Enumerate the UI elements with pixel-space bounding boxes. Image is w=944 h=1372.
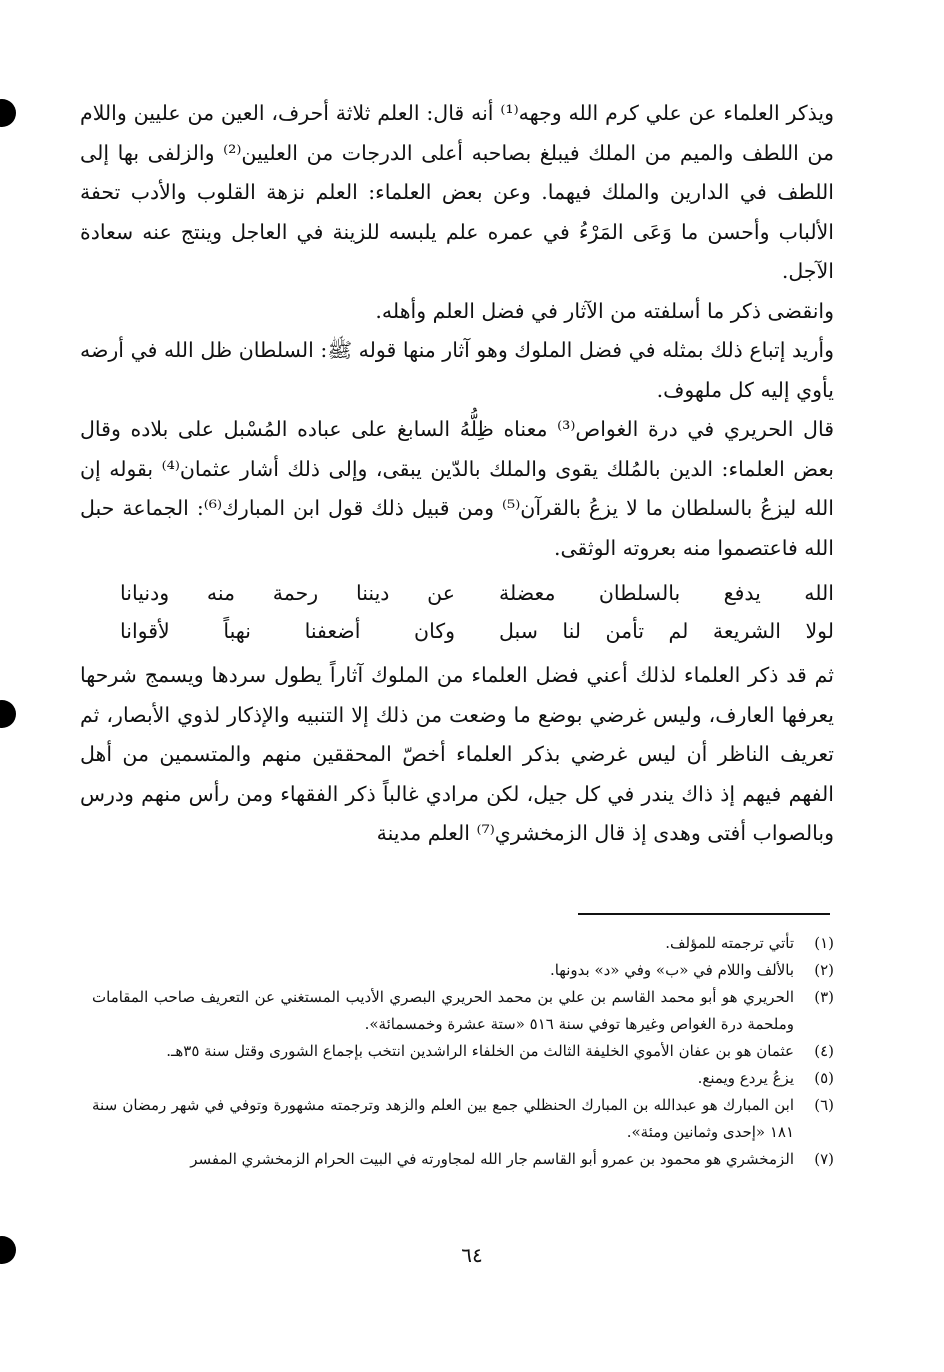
- punch-hole-middle: [0, 700, 16, 728]
- verse-1-second-hemistich: عن ديننا رحمة منه ودنيانا: [120, 581, 455, 605]
- footnote-number: (٣): [814, 988, 834, 1006]
- footnote-text: الحريري هو أبو محمد القاسم بن علي بن محمد الحريري البصري الأديب المستغني عن التعريف صاحب المقامات وملحمة درة الغواص وغيرها توفي سنة ٥١٦ «ستة عشرة وخمسمائة».: [92, 988, 794, 1033]
- footnote-number: (١): [814, 934, 834, 952]
- footnote-number: (٦): [814, 1096, 834, 1114]
- footnote-number: (٢): [814, 961, 834, 979]
- footnote-text: ابن المبارك هو عبدالله بن المبارك الحنظلي جمع بين العلم والزهد وترجمته مشهورة وتوفي في شهر رمضان سنة ١٨١ «إحدى وثمانين ومئة».: [92, 1096, 794, 1141]
- paragraph-1: ويذكر العلماء عن علي كرم الله وجهه⁽¹⁾ أنه قال: العلم ثلاثة أحرف، العين من عليين واللام من اللطف والميم من الملك فيبلغ بصاحبه أعلى الدرجات من العليين⁽²⁾ والزلفى بها إلى اللطف في الدارين والملك فيهما. وعن بعض العلماء: العلم نزهة القلوب والأدب تحفة الألباب وأحسن ما وَعَى المَرْءُ في عمره علم يلبسه للزينة في العاجل وينتج عنه سعادة الآجل.: [80, 101, 834, 283]
- footnote: [92, 1038, 834, 1065]
- page-number: ٦٤: [461, 1243, 483, 1267]
- footnote: [92, 1065, 834, 1092]
- paragraph-2: وانقضى ذكر ما أسلفته من الآثار في فضل العلم وأهله.: [375, 298, 834, 323]
- verse-2-second-hemistich: وكان أضعفنا نهباً لأقوانا: [120, 619, 455, 643]
- poem: [80, 574, 834, 650]
- footnotes: [92, 930, 834, 1173]
- footnote: [92, 957, 834, 984]
- footnote-number: (٤): [814, 1042, 834, 1060]
- footnote: [92, 984, 834, 1038]
- verse-1-first-hemistich: الله يدفع بالسلطان معضلة: [499, 581, 834, 605]
- footnote-separator: [578, 913, 830, 915]
- paragraph-4: قال الحريري في درة الغواص⁽³⁾ معناه ظِلُّهُ السابغ على عباده المُسْبل على بلاده وقال بعض العلماء: الدين بالمُلك يقوى والملك بالدّين يبقى، وإلى ذلك أشار عثمان⁽⁴⁾ بقوله إن الله ليزعُ بالسلطان ما لا يزعُ بالقرآن⁽⁵⁾ ومن قبيل ذلك قول ابن المبارك⁽⁶⁾: الجماعة حبل الله فاعتصموا منه بعروته الوثقى.: [80, 417, 834, 560]
- paragraph-3: وأريد إتباع ذلك بمثله في فضل الملوك وهو آثار منها قوله ﷺ: السلطان ظل الله في أرضه يأوي إليه كل ملهوف.: [80, 338, 834, 402]
- verse-2-first-hemistich: لولا الشريعة لم تأمن لنا سبل: [499, 619, 834, 643]
- main-text: [80, 94, 834, 854]
- footnote-text: بالألف واللام في «ب» وفي «د» بدونها.: [549, 961, 794, 979]
- footnote-text: الزمخشري هو محمود بن عمرو أبو القاسم جار الله لمجاورته في البيت الحرام الزمخشري المفسر: [190, 1150, 794, 1168]
- footnote-text: يزعُ يردع ويمنع.: [697, 1069, 794, 1087]
- footnote-text: عثمان هو بن عفان الأموي الخليفة الثالث من الخلفاء الراشدين انتخب بإجماع الشورى وقتل سنة ٣٥هـ.: [166, 1042, 794, 1060]
- footnote-number: (٥): [814, 1069, 834, 1087]
- footnote: [92, 1146, 834, 1173]
- footnote-text: تأتي ترجمته للمؤلف.: [665, 934, 794, 952]
- poem-verse-2: [80, 612, 834, 650]
- footnote: [92, 930, 834, 957]
- closing-paragraph: ثم قد ذكر العلماء لذلك أعني فضل العلماء من الملوك آثاراً يطول سردها ويسمج شرحها يعرفها العارف، وليس غرضي بوضع ما وضعت من ذلك إلا التنبيه والإذكار لذوي الأبصار، ثم تعريف الناظر أن ليس غرضي بذكر العلماء أخصّ المحققين منهم والمتسمين من أهل الفهم فيهم إذ ذاك يندر في كل جيل، لكن مرادي غالباً ذكر الفقهاء ومن رأس منهم ودرس وبالصواب أفتى وهدى إذ قال الزمخشري⁽⁷⁾ العلم مدينة: [80, 663, 834, 845]
- punch-hole-top: [0, 99, 16, 127]
- footnote-number: (٧): [814, 1150, 834, 1168]
- poem-verse-1: [80, 574, 834, 612]
- footnote: [92, 1092, 834, 1146]
